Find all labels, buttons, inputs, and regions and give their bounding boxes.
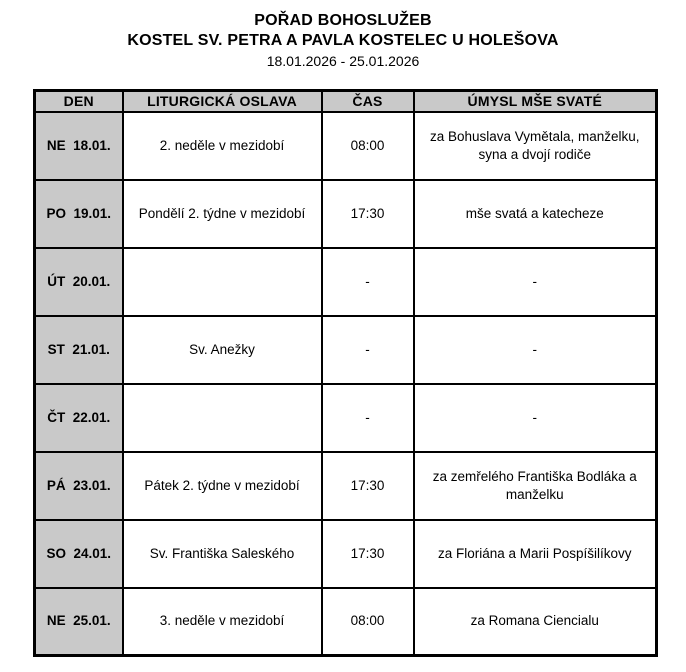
liturgy-cell: Pátek 2. týdne v mezidobí [123, 452, 322, 520]
intention-cell: za Bohuslava Vymětala, manželku, syna a dvojí rodiče [414, 112, 657, 180]
table-row [35, 180, 657, 248]
intention-cell: - [414, 248, 657, 316]
time-cell: 17:30 [322, 520, 414, 588]
time-cell: - [322, 248, 414, 316]
header-row [35, 91, 657, 112]
table-row [35, 316, 657, 384]
day-cell: PO 19.01. [35, 180, 123, 248]
page-subtitle: KOSTEL SV. PETRA A PAVLA KOSTELEC U HOLEŠOVA [127, 32, 559, 49]
liturgy-cell: 3. neděle v mezidobí [123, 588, 322, 656]
day-cell: ST 21.01. [35, 316, 123, 384]
intention-cell: za Romana Ciencialu [414, 588, 657, 656]
table-header [35, 91, 657, 112]
date-range: 18.01.2026 - 25.01.2026 [266, 53, 420, 69]
time-cell: 08:00 [322, 588, 414, 656]
mass-schedule-table [33, 89, 658, 657]
day-cell: ČT 22.01. [35, 384, 123, 452]
day-cell: NE 18.01. [35, 112, 123, 180]
table-row [35, 520, 657, 588]
day-cell: NE 25.01. [35, 588, 123, 656]
table-row [35, 248, 657, 316]
intention-cell: - [414, 384, 657, 452]
liturgy-cell: Pondělí 2. týdne v mezidobí [123, 180, 322, 248]
table-row [35, 452, 657, 520]
intention-cell: - [414, 316, 657, 384]
day-cell: SO 24.01. [35, 520, 123, 588]
intention-cell: za zemřelého Františka Bodláka a manželku [414, 452, 657, 520]
page-title: POŘAD BOHOSLUŽEB [254, 12, 432, 29]
time-cell: - [322, 384, 414, 452]
day-cell: PÁ 23.01. [35, 452, 123, 520]
column-header-oslava: LITURGICKÁ OSLAVA [123, 91, 322, 112]
schedule-body [35, 112, 657, 656]
table-row [35, 384, 657, 452]
time-cell: 17:30 [322, 180, 414, 248]
table-row [35, 112, 657, 180]
column-header-umysl: ÚMYSL MŠE SVATÉ [414, 91, 657, 112]
day-cell: ÚT 20.01. [35, 248, 123, 316]
intention-cell: za Floriána a Marii Pospíšilíkovy [414, 520, 657, 588]
title-block [0, 0, 686, 71]
liturgy-cell [123, 384, 322, 452]
time-cell: - [322, 316, 414, 384]
intention-cell: mše svatá a katecheze [414, 180, 657, 248]
liturgy-cell: Sv. Anežky [123, 316, 322, 384]
liturgy-cell: Sv. Františka Saleského [123, 520, 322, 588]
table-row [35, 588, 657, 656]
time-cell: 17:30 [322, 452, 414, 520]
column-header-cas: ČAS [322, 91, 414, 112]
column-header-den: DEN [35, 91, 123, 112]
liturgy-cell [123, 248, 322, 316]
liturgy-cell: 2. neděle v mezidobí [123, 112, 322, 180]
time-cell: 08:00 [322, 112, 414, 180]
